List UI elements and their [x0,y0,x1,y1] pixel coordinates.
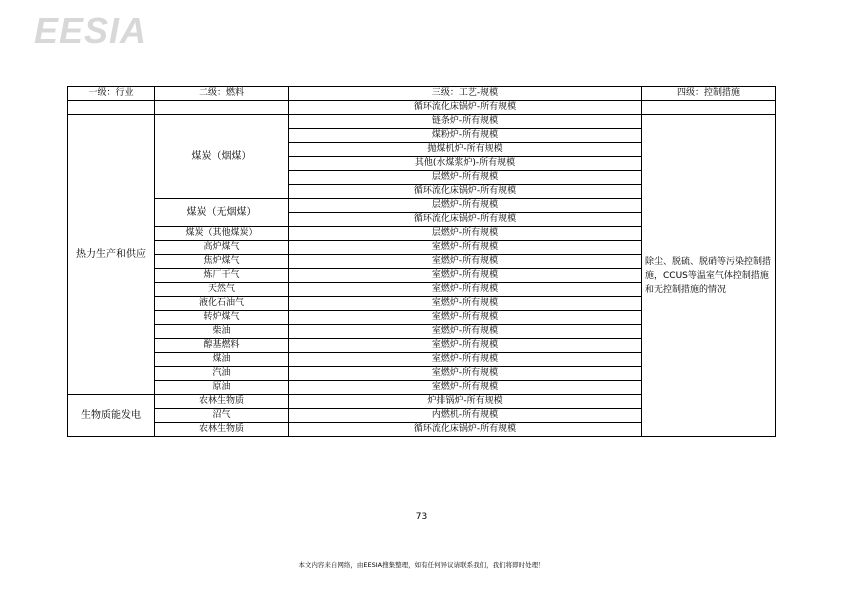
fuel-cell: 醇基燃料 [155,339,289,353]
fuel-anthracite: 煤炭（无烟煤） [155,199,289,227]
process-cell: 室燃炉-所有规模 [289,241,642,255]
fuel-cell: 柴油 [155,325,289,339]
process-cell: 循环流化床锅炉-所有规模 [289,101,642,115]
industry-heat-supply: 热力生产和供应 [68,115,155,395]
process-cell: 室燃炉-所有规模 [289,353,642,367]
process-cell: 其他(水煤浆炉)-所有规模 [289,157,642,171]
fuel-cell: 煤炭（其他煤炭） [155,227,289,241]
process-cell: 循环流化床锅炉-所有规模 [289,185,642,199]
footer-disclaimer: 本文内容来自网络，由EESIA搜集整理，如有任何异议请联系我们，我们将即时处理！ [298,561,545,569]
process-cell: 室燃炉-所有规模 [289,255,642,269]
fuel-bituminous-coal: 煤炭（烟煤） [155,115,289,199]
fuel-cell: 农林生物质 [155,395,289,409]
process-cell: 循环流化床锅炉-所有规模 [289,213,642,227]
process-cell: 抛煤机炉-所有规模 [289,143,642,157]
fuel-cell: 原油 [155,381,289,395]
fuel-cell: 煤油 [155,353,289,367]
fuel-cell: 焦炉煤气 [155,255,289,269]
process-cell: 室燃炉-所有规模 [289,297,642,311]
empty-cell [68,101,155,115]
fuel-cell: 炼厂干气 [155,269,289,283]
process-cell: 煤粉炉-所有规模 [289,129,642,143]
process-cell: 层燃炉-所有规模 [289,199,642,213]
fuel-cell: 转炉煤气 [155,311,289,325]
header-level2: 二级：燃料 [155,87,289,101]
fuel-cell: 沼气 [155,409,289,423]
process-cell: 室燃炉-所有规模 [289,269,642,283]
eesia-logo: EESIA [34,10,148,51]
header-level3: 三级：工艺-规模 [289,87,642,101]
industry-biomass-power: 生物质能发电 [68,395,155,437]
process-cell: 室燃炉-所有规模 [289,381,642,395]
header-row [68,87,776,101]
process-cell: 室燃炉-所有规模 [289,283,642,297]
fuel-cell: 高炉煤气 [155,241,289,255]
process-cell: 循环流化床锅炉-所有规模 [289,423,642,437]
process-cell: 室燃炉-所有规模 [289,325,642,339]
fuel-cell: 汽油 [155,367,289,381]
emission-classification-table [67,86,776,437]
page-number: 73 [415,512,428,522]
process-cell: 内燃机-所有规模 [289,409,642,423]
control-measures-cell: 除尘、脱硫、脱硝等污染控制措施，CCUS等温室气体控制措施和无控制措施的情况 [642,115,776,437]
empty-cell [642,101,776,115]
header-level4: 四级：控制措施 [642,87,776,101]
fuel-cell: 液化石油气 [155,297,289,311]
process-cell: 链条炉-所有规模 [289,115,642,129]
empty-cell [155,101,289,115]
fuel-cell: 农林生物质 [155,423,289,437]
header-level1: 一级：行业 [68,87,155,101]
table-row [68,101,776,115]
process-cell: 室燃炉-所有规模 [289,367,642,381]
process-cell: 室燃炉-所有规模 [289,339,642,353]
table-row [68,115,776,129]
process-cell: 室燃炉-所有规模 [289,311,642,325]
process-cell: 层燃炉-所有规模 [289,227,642,241]
process-cell: 炉排锅炉-所有规模 [289,395,642,409]
fuel-cell: 天然气 [155,283,289,297]
process-cell: 层燃炉-所有规模 [289,171,642,185]
